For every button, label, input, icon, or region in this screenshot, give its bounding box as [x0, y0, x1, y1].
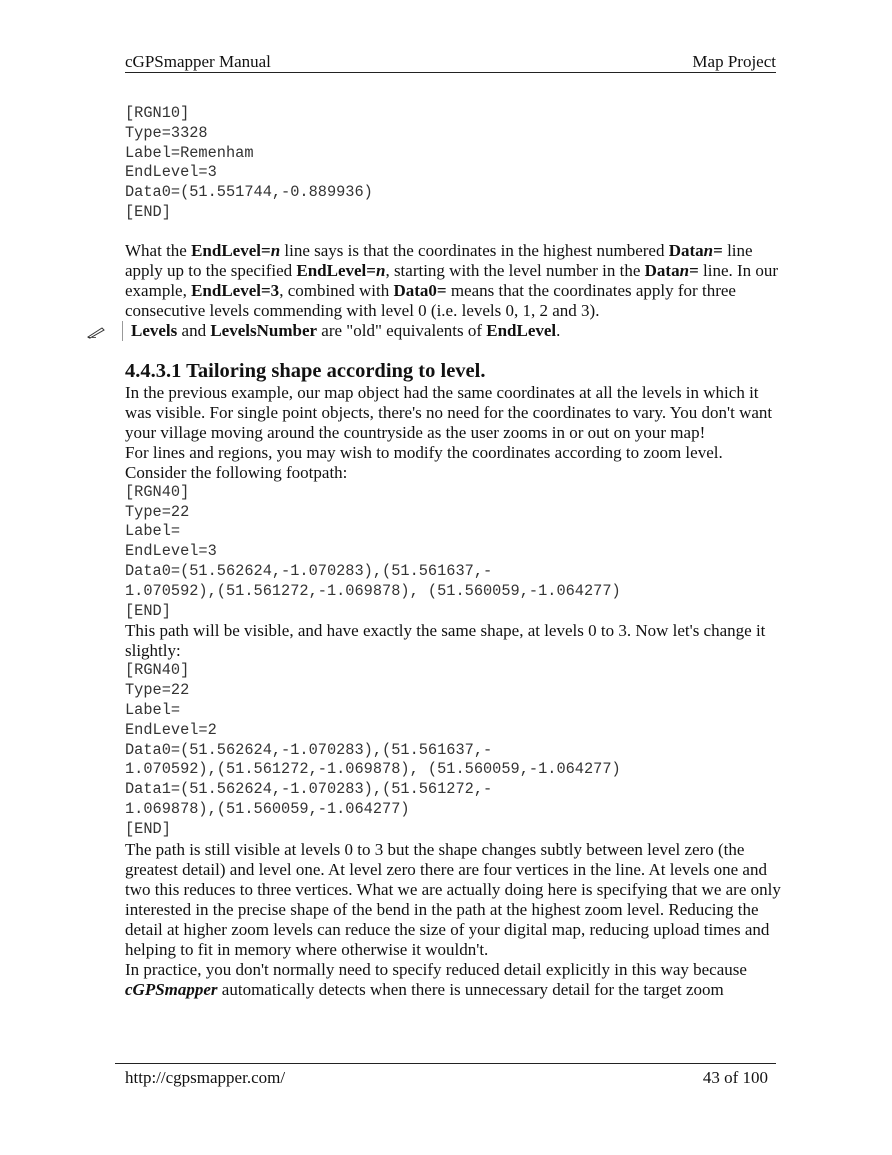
section-heading: 4.4.3.1 Tailoring shape according to level. — [125, 359, 486, 382]
code-line: Data0=(51.562624,-1.070283),(51.561637,- — [125, 561, 493, 580]
code-block-rgn10 — [125, 104, 785, 223]
code-line: Data0=(51.551744,-0.889936) — [125, 183, 373, 202]
paragraph-shape-changes: The path is still visible at levels 0 to 3 but the shape changes subtly between level zero (the greatest detail) and level one. At level zero there are four vertices in the line. At levels one and two this reduces to three vertices. What we are actually doing here is specifying that we are only interested in the precise shape of the bend in the path at the highest zoom level. Reducing the detail at higher zoom levels can reduce the size of your digital map, reducing upload times and helping to fit in memory where otherwise it wouldn't. — [125, 839, 781, 959]
code-line: Label= — [125, 522, 181, 541]
code-line: Type=22 — [125, 502, 190, 521]
code-line: Data1=(51.562624,-1.070283),(51.561272,- — [125, 780, 493, 799]
code-line: EndLevel=3 — [125, 163, 217, 182]
code-line: EndLevel=3 — [125, 542, 217, 561]
code-line: 1.070592),(51.561272,-1.069878), (51.560059,-1.064277) — [125, 760, 621, 779]
paragraph-previous-example: In the previous example, our map object had the same coordinates at all the levels in which it was visible. For single point objects, there's no need for the coordinates to vary. You don't want your village moving around the countryside as the user zooms in or out on your map! — [125, 382, 773, 442]
note-text: Levels and LevelsNumber are "old" equivalents of EndLevel. — [131, 320, 561, 340]
code-line: EndLevel=2 — [125, 720, 217, 739]
page-header — [125, 52, 776, 73]
page-content — [125, 104, 785, 1000]
code-line: 1.070592),(51.561272,-1.069878), (51.560059,-1.064277) — [125, 581, 621, 600]
note-paragraph — [125, 321, 785, 341]
code-block-footpath — [125, 483, 785, 622]
code-line: [END] — [125, 601, 171, 620]
code-line: Label=Remenham — [125, 143, 254, 162]
page-number: 43 of 100 — [702, 1068, 768, 1087]
page-footer — [115, 1063, 776, 1087]
paragraph-path-visible: This path will be visible, and have exactly the same shape, at levels 0 to 3. Now let's change it slightly: — [125, 621, 766, 661]
code-line: Label= — [125, 700, 181, 719]
paragraph-lines-regions: For lines and regions, you may wish to modify the coordinates according to zoom level. Consider the following footpath: — [125, 442, 723, 482]
code-line: [END] — [125, 202, 171, 221]
code-block-footpath-modified — [125, 661, 785, 839]
paragraph-in-practice: In practice, you don't normally need to specify reduced detail explicitly in this way because cGPSmapper automatically detects when there is unnecessary detail for the target zoom — [125, 959, 747, 999]
code-line: [RGN10] — [125, 104, 190, 122]
pen-note-icon — [87, 324, 105, 338]
code-line: [RGN40] — [125, 661, 190, 680]
code-line: 1.069878),(51.560059,-1.064277) — [125, 799, 410, 818]
note-marker-bar — [122, 321, 123, 341]
code-line: [END] — [125, 819, 171, 838]
header-title: cGPSmapper Manual — [125, 52, 271, 71]
header-section: Map Project — [692, 52, 776, 71]
paragraph-endlevel-explanation: What the EndLevel=n line says is that the coordinates in the highest numbered Datan= line apply up to the specified EndLevel=n, starting with the level number in the Datan= line. In our example, EndLevel=3, combined with Data0= means that the coordinates apply for three consecutive levels commending with level 0 (i.e. levels 0, 1, 2 and 3). — [125, 240, 779, 320]
footer-url: http://cgpsmapper.com/ — [125, 1068, 286, 1087]
code-line: Data0=(51.562624,-1.070283),(51.561637,- — [125, 740, 493, 759]
code-line: Type=3328 — [125, 123, 208, 142]
code-line: Type=22 — [125, 681, 190, 700]
code-line: [RGN40] — [125, 482, 190, 501]
